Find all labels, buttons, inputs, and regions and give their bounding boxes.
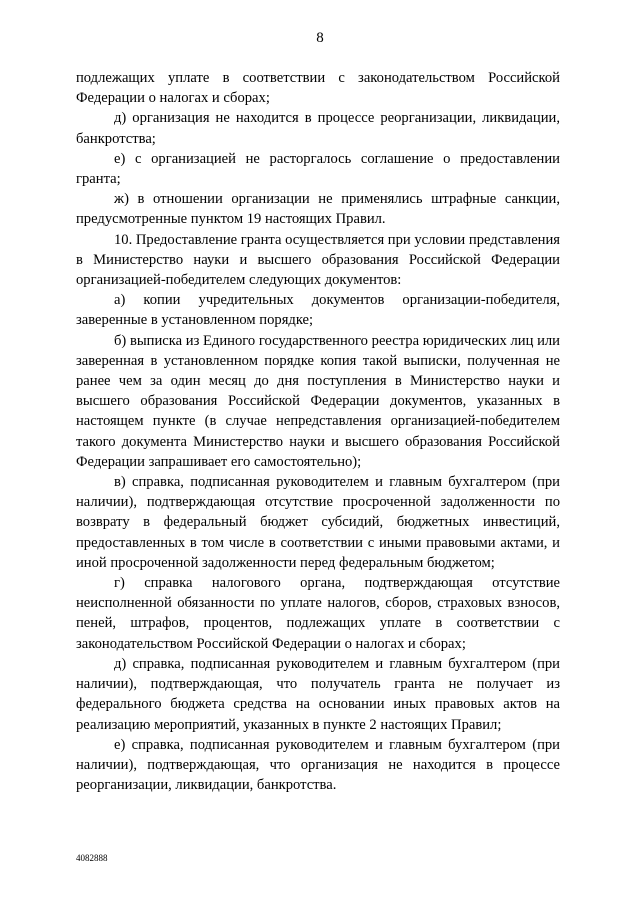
document-code: 4082888 [76,853,108,863]
paragraph-clause-10: 10. Предоставление гранта осуществляется при условии представления в Министерство науки и высшего образования Российской Федерации организацией-победителем следующих документов: [76,231,561,289]
paragraph-doc-v: в) справка, подписанная руководителем и главным бухгалтером (при наличии), подтверждающая отсутствие просроченной задолженности по возврату в федеральный бюджет субсидий, бюджетных инвестиций, предоставленных в том числе в соответствии с иными правовыми актами, и иной просроченной задолженности перед федеральным бюджетом; [76,474,560,571]
paragraph-doc-e: е) справка, подписанная руководителем и главным бухгалтером (при наличии), подтверждающая, что организация не находится в процессе реорганизации, ликвидации, банкротства. [76,736,560,794]
paragraph-doc-d: д) справка, подписанная руководителем и главным бухгалтером (при наличии), подтверждающая, что получатель гранта не получает из федерального бюджета средства на основании иных правовых актов на реализацию мероприятий, указанных в пункте 2 настоящих Правил; [76,655,560,733]
page-number: 8 [316,30,324,46]
paragraph-doc-a: а) копии учредительных документов организации-победителя, заверенные в установленном порядке; [76,292,560,329]
paragraph-item-e: е) с организацией не расторгалось соглашение о предоставлении гранта; [76,150,560,188]
paragraph-doc-b: б) выписка из Единого государственного реестра юридических лиц или заверенная в установленном порядке копия такой выписки, полученная не ранее чем за один месяц до дня поступления в Министерство науки и высшего образования Российской Федерации документов, указанных в настоящем пункте (в случае непредставления организацией-победителем такого документа Министерство науки и высшего образования Российской Федерации запрашивает его самостоятельно); [76,332,560,470]
paragraph-doc-g: г) справка налогового органа, подтверждающая отсутствие неисполненной обязанности по уплате налогов, сборов, страховых взносов, пеней, штрафов, процентов, подлежащих уплате в соответствии с законодательством Российской Федерации о налогах и сборах; [76,575,560,652]
document-body [76,68,560,795]
paragraph-item-d: д) организация не находится в процессе реорганизации, ликвидации, банкротства; [76,110,560,147]
paragraph-continuation: подлежащих уплате в соответствии с законодательством Российской Федерации о налогах и сборах; [76,70,560,107]
paragraph-item-zh: ж) в отношении организации не применялись штрафные санкции, предусмотренные пунктом 19 настоящих Правил. [76,191,560,228]
